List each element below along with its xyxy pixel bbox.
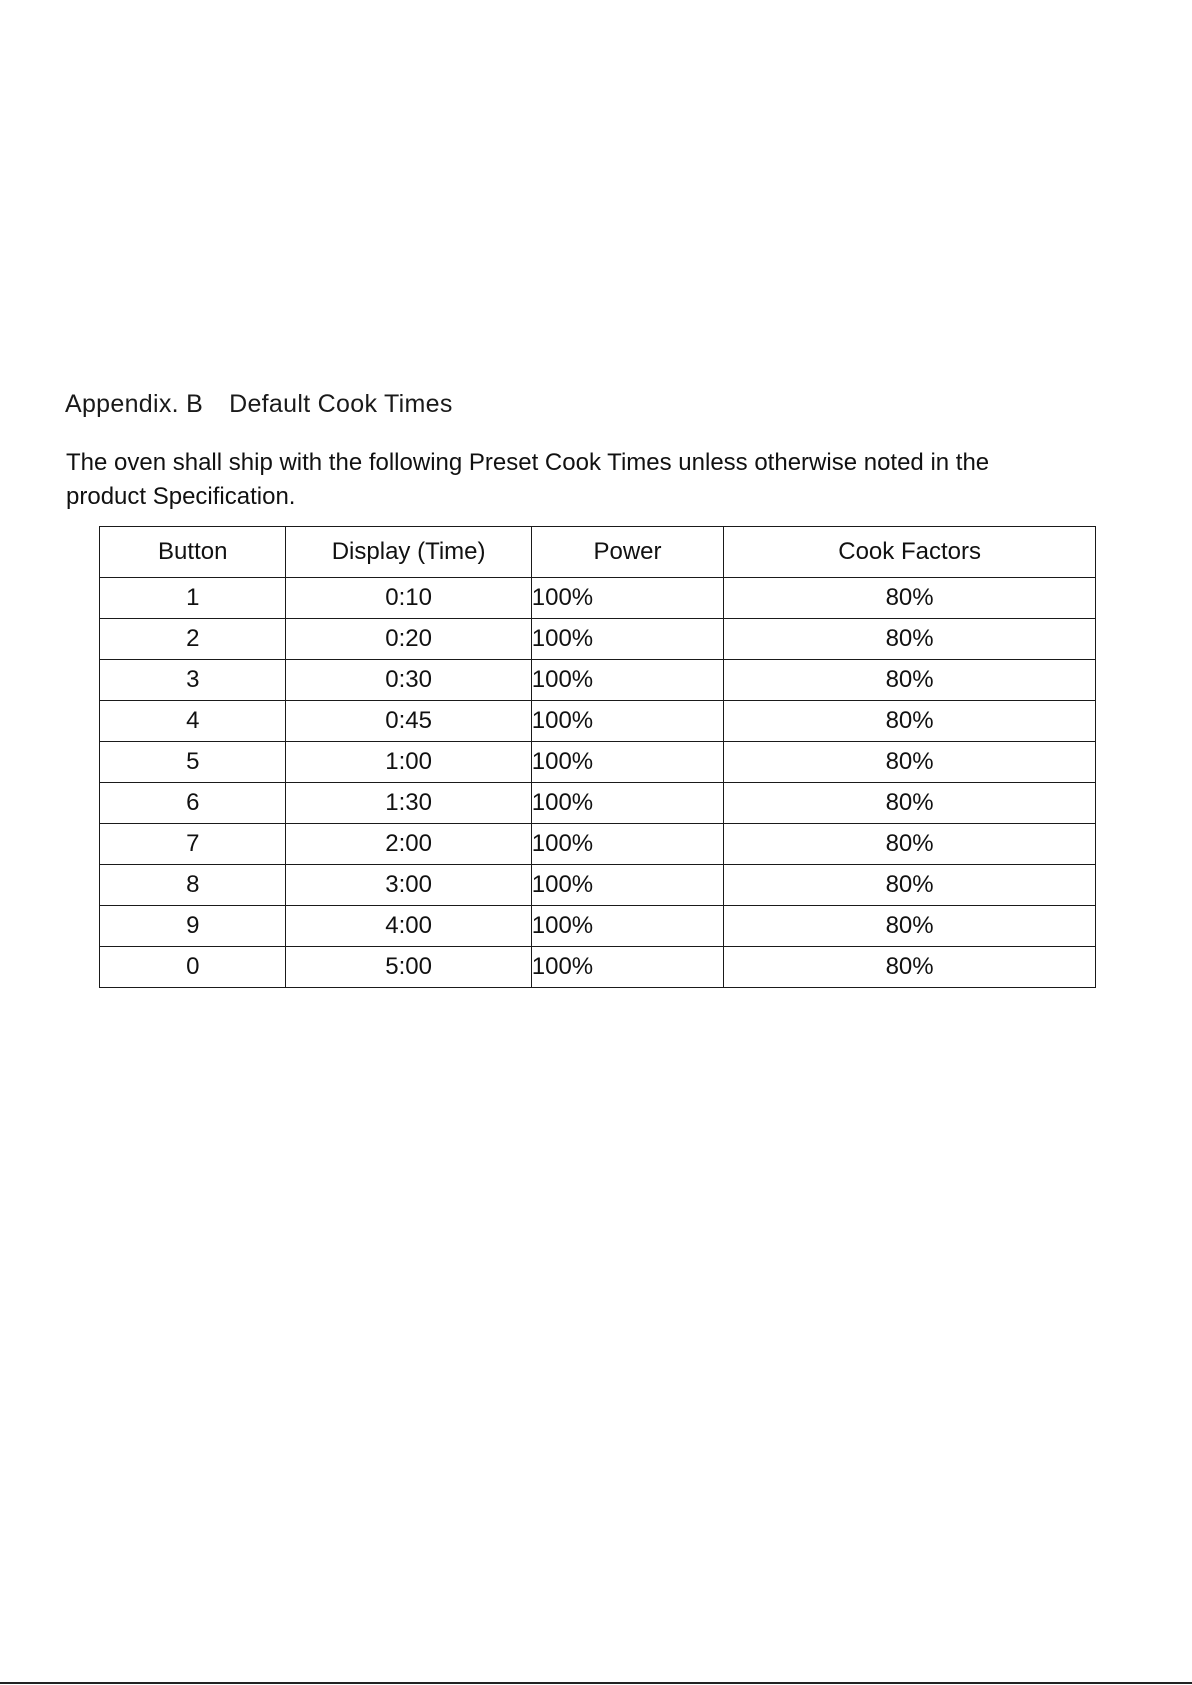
cell-display-time: 0:45 [286,701,531,742]
cell-button: 5 [100,742,286,783]
cell-cook-factor: 80% [724,578,1096,619]
table-row [100,578,1096,619]
cell-button: 8 [100,865,286,906]
table-row [100,619,1096,660]
table-row [100,824,1096,865]
cell-cook-factor: 80% [724,742,1096,783]
cell-display-time: 1:00 [286,742,531,783]
cell-power: 100% [531,906,723,947]
cell-cook-factor: 80% [724,865,1096,906]
header-display-time: Display (Time) [286,527,531,578]
cell-display-time: 5:00 [286,947,531,988]
table-row [100,742,1096,783]
cell-power: 100% [531,947,723,988]
cell-button: 2 [100,619,286,660]
cell-power: 100% [531,824,723,865]
cell-button: 0 [100,947,286,988]
intro-line-1: The oven shall ship with the following Preset Cook Times unless otherwise noted in the [66,449,990,476]
header-button: Button [100,527,286,578]
cell-cook-factor: 80% [724,947,1096,988]
appendix-title: Default Cook Times [229,390,453,418]
cell-display-time: 0:20 [286,619,531,660]
cell-button: 3 [100,660,286,701]
header-power: Power [531,527,723,578]
cell-cook-factor: 80% [724,824,1096,865]
table-row [100,906,1096,947]
table-row [100,660,1096,701]
cell-display-time: 4:00 [286,906,531,947]
cell-button: 7 [100,824,286,865]
cell-cook-factor: 80% [724,660,1096,701]
cell-power: 100% [531,783,723,824]
cell-power: 100% [531,578,723,619]
table-row [100,947,1096,988]
cell-display-time: 1:30 [286,783,531,824]
table-row [100,865,1096,906]
cell-display-time: 0:30 [286,660,531,701]
cell-button: 4 [100,701,286,742]
header-cook-factors: Cook Factors [724,527,1096,578]
intro-line-2: product Specification. [66,483,296,510]
table-body [100,578,1096,988]
cell-cook-factor: 80% [724,783,1096,824]
appendix-heading [65,390,453,419]
appendix-label: Appendix. B [65,390,204,418]
cell-cook-factor: 80% [724,701,1096,742]
cell-power: 100% [531,660,723,701]
cell-display-time: 2:00 [286,824,531,865]
cell-power: 100% [531,742,723,783]
cell-display-time: 3:00 [286,865,531,906]
cell-cook-factor: 80% [724,906,1096,947]
cell-cook-factor: 80% [724,619,1096,660]
cell-button: 1 [100,578,286,619]
cell-button: 6 [100,783,286,824]
cell-power: 100% [531,619,723,660]
cell-button: 9 [100,906,286,947]
table-row [100,701,1096,742]
intro-paragraph [66,446,1146,514]
cook-times-table [99,526,1096,988]
cell-power: 100% [531,865,723,906]
table-row [100,783,1096,824]
cell-power: 100% [531,701,723,742]
page-bottom-rule [0,1682,1192,1684]
table-header-row [100,527,1096,578]
cell-display-time: 0:10 [286,578,531,619]
